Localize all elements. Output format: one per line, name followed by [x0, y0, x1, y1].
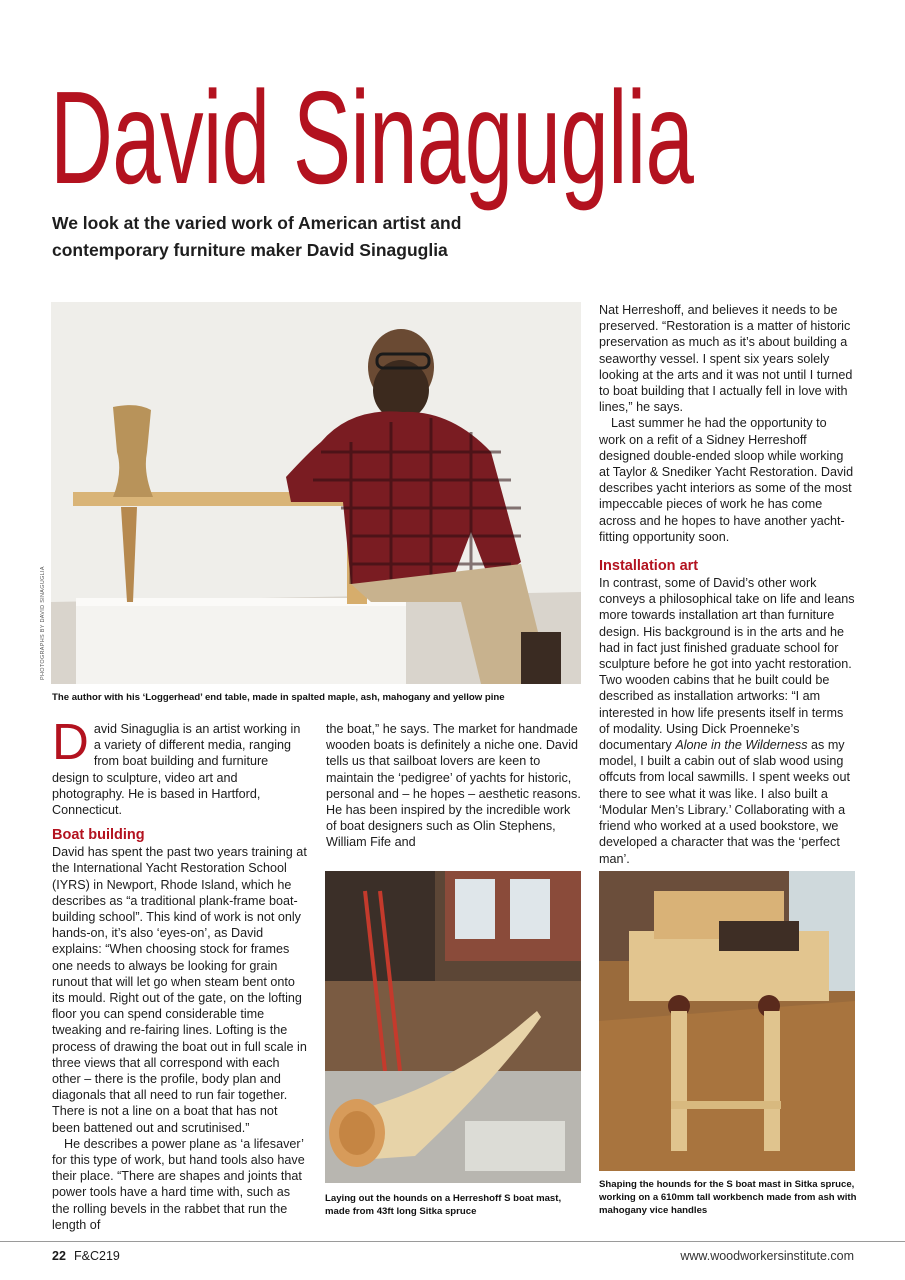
website-url: www.woodworkersinstitute.com	[680, 1249, 854, 1263]
drop-cap: D	[52, 713, 89, 770]
main-photo	[51, 302, 581, 684]
photo-credit-text: PHOTOGRAPHS BY DAVID SINAGUGLIA	[40, 566, 46, 680]
intro-paragraph	[52, 713, 308, 818]
article-column-2	[326, 721, 582, 851]
footer-rule	[0, 1241, 905, 1242]
article-title: David Sinaguglia	[50, 64, 694, 211]
article-column-1	[52, 713, 308, 1233]
mast-photo	[325, 871, 581, 1183]
market-paragraph: the boat,” he says. The market for handmade wooden boats is definitely a niche one. David tells us that sailboat lovers are keen to maintain the ‘pedigree’ of yachts for historic, personal and – he hopes – aesthetic reasons. He has been inspired by the incredible work of boat designers such as Olin Stephens, William Fife and	[326, 722, 581, 850]
installation-paragraph	[599, 575, 855, 867]
article-subtitle: We look at the varied work of American artist and contemporary furniture maker David Sinaguglia	[52, 213, 462, 260]
heading-installation-art: Installation art	[599, 558, 699, 575]
power-plane-paragraph: He describes a power plane as ‘a lifesaver’ for this type of work, but hand tools also have their place. “There are shapes and joints that power tools have a hard time with, such as the rolling bevels in the rabbet that run the length of	[52, 1136, 305, 1232]
magazine-issue: F&C219	[74, 1249, 120, 1263]
refit-paragraph: Last summer he had the opportunity to work on a refit of a Sidney Herreshoff designed double-ended sloop while working at Taylor & Snediker Yacht Restoration. David describes yacht interiors as some of the most impeccable pieces of work he has come across and he hopes to have another yacht-fitting opportunity soon.	[599, 416, 854, 544]
boat-building-paragraph: David has spent the past two years training at the International Yacht Restoration School (IYRS) in Newport, Rhode Island, which he describes as “a traditional plank-frame boat-building school”. This kind of work is not only hands-on, it’s also ‘eyes-on’, as David explains: “When choosing stock for frames one needs to always be looking for grain runout that will let go when steam bent onto its mould. Right out of the gate, on the lofting floor you can spend considerable time tweaking and re-fairing lines. Lofting is the process of drawing the boat out in full scale in three views that all correspond with each other – there is the profile, body plan and diagonals that all need to run fair together. There is not a line on a boat that has not been battened out and scrutinised.”	[52, 845, 307, 1135]
mast-photo-caption: Laying out the hounds on a Herreshoff S boat mast, made from 43ft long Sitka spruce	[325, 1193, 562, 1217]
article-column-3	[599, 302, 855, 867]
installation-text-1: In contrast, some of David’s other work conveys a philosophical take on life and leans more towards installation art than furniture design. His background is in the arts and he had in fact just finished graduate school for sculpture before he got into yacht restoration. Two wooden cabins that he built could be described as installation artworks: “I am interested in how life presents itself in terms of modality. Using Dick Proenneke’s documentary	[599, 576, 855, 753]
workbench-photo-caption: Shaping the hounds for the S boat mast in Sitka spruce, working on a 610mm tall workbench made from ash with mahogany vice handles	[599, 1179, 857, 1216]
preservation-paragraph: Nat Herreshoff, and believes it needs to be preserved. “Restoration is a matter of historic preservation as much as it’s about building a seaworthy vessel. I spent six years solely looking at the arts and it was not until I turned to boat building that I actually fell in love with lines,” he says.	[599, 303, 853, 415]
heading-boat-building: Boat building	[52, 827, 145, 844]
intro-text: avid Sinaguglia is an artist working in a variety of different media, ranging from boat building and furniture design to sculpture, video art and photography. He is based in Hartford, Connecticut.	[52, 722, 301, 818]
main-photo-caption: The author with his ‘Loggerhead’ end table, made in spalted maple, ash, mahogany and yellow pine	[52, 692, 505, 703]
photo-credit	[40, 566, 50, 682]
documentary-title: Alone in the Wilderness	[675, 738, 808, 753]
installation-text-2: as my model, I built a cabin out of slab wood using offcuts from local sawmills. I spent weeks out there to see what it was like. I also built a ‘Modular Men’s Library.’ Collaborating with a friend who worked at a used bookstore, we developed a character that was the ‘perfect man’.	[599, 738, 851, 866]
page-number: 22	[52, 1249, 66, 1263]
workbench-photo	[599, 871, 855, 1171]
